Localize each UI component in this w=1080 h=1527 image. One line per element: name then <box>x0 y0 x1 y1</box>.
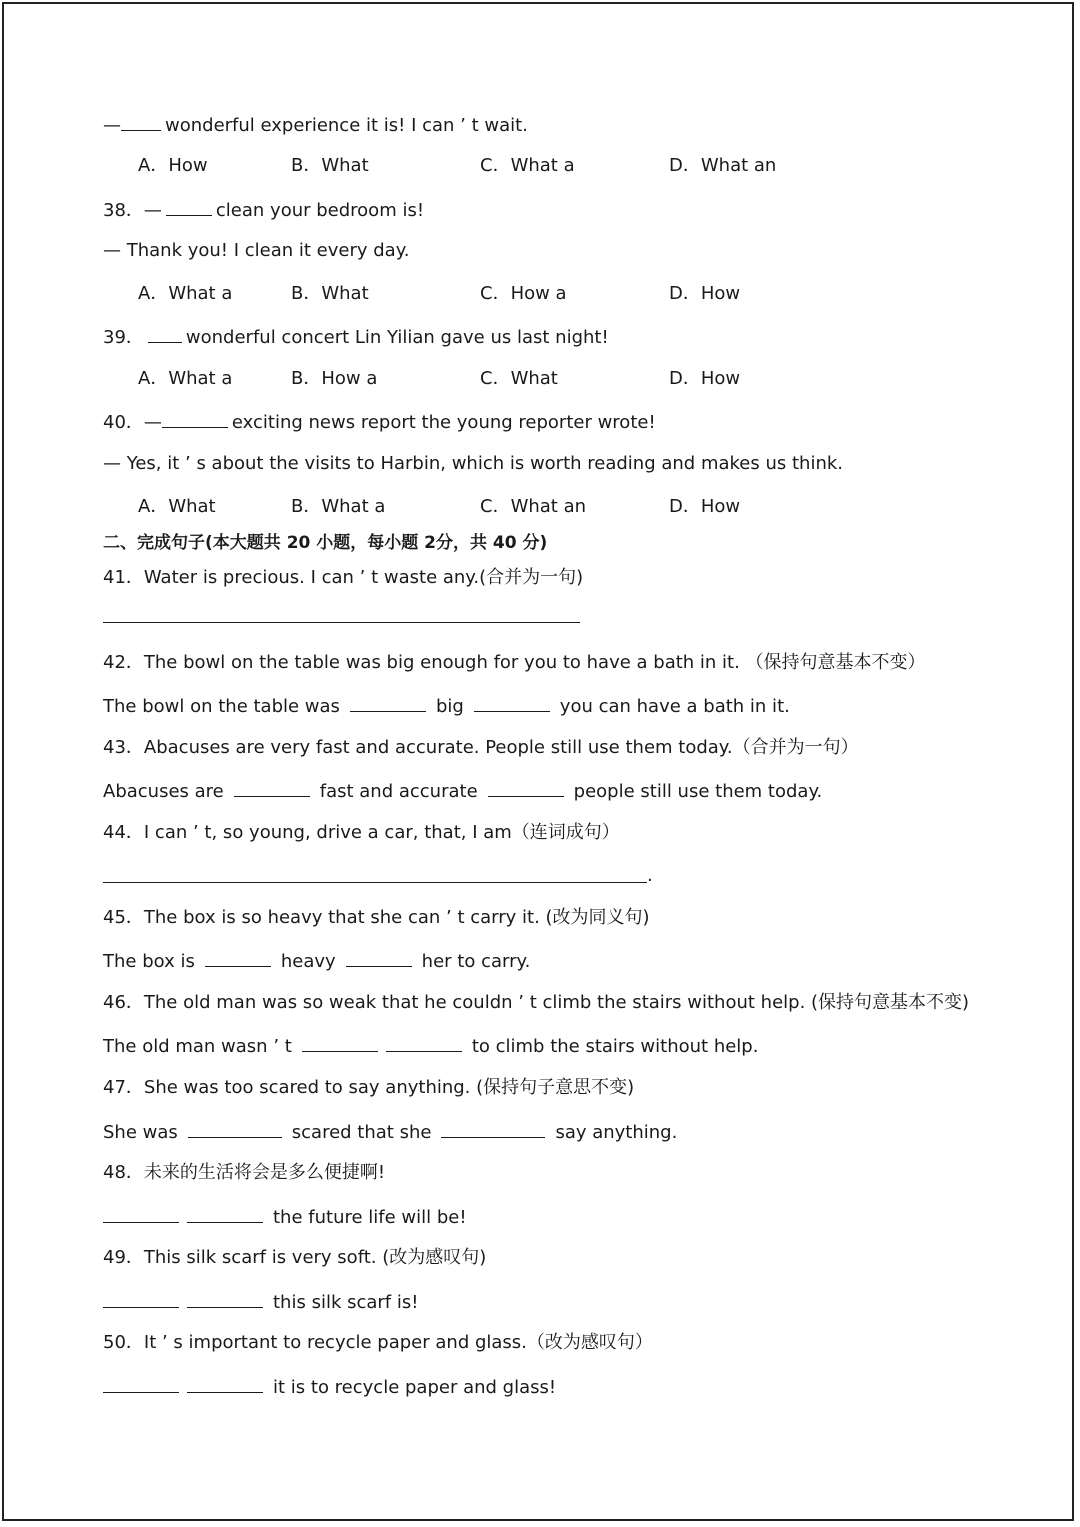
q42-answer-line <box>103 694 790 718</box>
answer-blank[interactable] <box>121 113 161 131</box>
answer-blank[interactable] <box>187 1205 263 1223</box>
answer-text: The box is <box>103 951 195 972</box>
answer-blank[interactable] <box>187 1375 263 1393</box>
q44-answer-line[interactable] <box>103 882 647 883</box>
answer-text: The old man wasn ’ t <box>103 1036 292 1057</box>
q43-prompt: 43．Abacuses are very fast and accurate. People still use them today.（合并为一句） <box>103 737 859 758</box>
q39-option-b[interactable]: B．How a <box>291 368 378 389</box>
answer-text: the future life will be! <box>273 1207 467 1228</box>
q40-option-a[interactable]: A．What <box>138 496 216 517</box>
q44-prompt: 44．I can ’ t, so young, drive a car, that, I am（连词成句） <box>103 822 620 843</box>
q37-stem: wonderful experience it is! I can ’ t wait. <box>165 115 528 136</box>
answer-text: her to carry. <box>421 951 531 972</box>
q40-number: 40．— <box>103 412 162 433</box>
q41-prompt: 41．Water is precious. I can ’ t waste any.(合并为一句) <box>103 567 584 588</box>
answer-blank[interactable] <box>187 1290 263 1308</box>
q44-period: . <box>647 865 653 886</box>
answer-blank[interactable] <box>103 1375 179 1393</box>
q39-option-c[interactable]: C．What <box>480 368 558 389</box>
section-heading: 二、完成句子(本大题共 20 小题，每小题 2分，共 40 分) <box>103 533 548 553</box>
q38-option-b[interactable]: B．What <box>291 283 369 304</box>
answer-text: big <box>435 696 464 717</box>
q37-option-d[interactable]: D．What an <box>669 155 777 176</box>
dash: — <box>103 115 121 136</box>
q43-answer-line <box>103 779 822 803</box>
q38-number: 38．— <box>103 200 162 221</box>
q39-number: 39． <box>103 327 144 348</box>
q42-prompt: 42．The bowl on the table was big enough for you to have a bath in it. （保持句意基本不变） <box>103 652 926 673</box>
answer-blank[interactable] <box>234 779 310 797</box>
answer-blank[interactable] <box>474 694 550 712</box>
q40-option-d[interactable]: D．How <box>669 496 741 517</box>
q38-stem-line <box>103 198 424 222</box>
q39-stem: wonderful concert Lin Yilian gave us last night! <box>185 327 609 348</box>
q38-option-d[interactable]: D．How <box>669 283 741 304</box>
answer-text: Abacuses are <box>103 781 224 802</box>
answer-blank[interactable] <box>148 325 182 343</box>
answer-text: this silk scarf is! <box>273 1292 419 1313</box>
q37-stem-line <box>103 113 528 137</box>
answer-text: people still use them today. <box>573 781 823 802</box>
q40-option-b[interactable]: B．What a <box>291 496 386 517</box>
q38-stem: clean your bedroom is! <box>215 200 425 221</box>
answer-blank[interactable] <box>386 1034 462 1052</box>
answer-blank[interactable] <box>188 1120 282 1138</box>
answer-blank[interactable] <box>441 1120 545 1138</box>
q40-stem: exciting news report the young reporter wrote! <box>231 412 656 433</box>
answer-blank[interactable] <box>350 694 426 712</box>
q39-option-d[interactable]: D．How <box>669 368 741 389</box>
answer-blank[interactable] <box>302 1034 378 1052</box>
q47-answer-line <box>103 1120 677 1144</box>
q40-reply: — Yes, it ’ s about the visits to Harbin, which is worth reading and makes us think. <box>103 453 843 474</box>
answer-text: scared that she <box>291 1122 432 1143</box>
answer-blank[interactable] <box>166 198 212 216</box>
q45-prompt: 45．The box is so heavy that she can ’ t carry it. (改为同义句) <box>103 907 650 928</box>
q38-option-a[interactable]: A．What a <box>138 283 233 304</box>
q38-reply: — Thank you! I clean it every day. <box>103 240 410 261</box>
answer-text: say anything. <box>555 1122 678 1143</box>
q39-option-a[interactable]: A．What a <box>138 368 233 389</box>
answer-text: you can have a bath in it. <box>559 696 790 717</box>
q45-answer-line <box>103 949 530 973</box>
answer-text: She was <box>103 1122 178 1143</box>
answer-blank[interactable] <box>488 779 564 797</box>
answer-blank[interactable] <box>346 949 412 967</box>
answer-blank[interactable] <box>103 1205 179 1223</box>
q49-answer-line <box>103 1290 418 1314</box>
q39-stem-line <box>103 325 609 349</box>
q46-prompt: 46．The old man was so weak that he couldn ’ t climb the stairs without help. (保持句意基本不变) <box>103 992 970 1013</box>
q50-prompt: 50．It ’ s important to recycle paper and glass.（改为感叹句） <box>103 1332 653 1353</box>
q40-option-c[interactable]: C．What an <box>480 496 587 517</box>
answer-blank[interactable] <box>162 410 228 428</box>
q47-prompt: 47．She was too scared to say anything. (保持句子意思不变) <box>103 1077 635 1098</box>
q41-answer-line[interactable] <box>103 622 580 623</box>
answer-text: to climb the stairs without help. <box>471 1036 759 1057</box>
q48-prompt: 48．未来的生活将会是多么便捷啊! <box>103 1162 386 1183</box>
q37-option-c[interactable]: C．What a <box>480 155 575 176</box>
q48-answer-line <box>103 1205 467 1229</box>
q40-stem-line <box>103 410 656 434</box>
answer-blank[interactable] <box>205 949 271 967</box>
q50-answer-line <box>103 1375 556 1399</box>
answer-text: The bowl on the table was <box>103 696 340 717</box>
answer-text: it is to recycle paper and glass! <box>273 1377 557 1398</box>
q38-option-c[interactable]: C．How a <box>480 283 567 304</box>
q37-option-a[interactable]: A．How <box>138 155 208 176</box>
answer-text: heavy <box>280 951 336 972</box>
q46-answer-line <box>103 1034 758 1058</box>
q49-prompt: 49．This silk scarf is very soft. (改为感叹句) <box>103 1247 487 1268</box>
answer-text: fast and accurate <box>319 781 478 802</box>
q37-option-b[interactable]: B．What <box>291 155 369 176</box>
answer-blank[interactable] <box>103 1290 179 1308</box>
